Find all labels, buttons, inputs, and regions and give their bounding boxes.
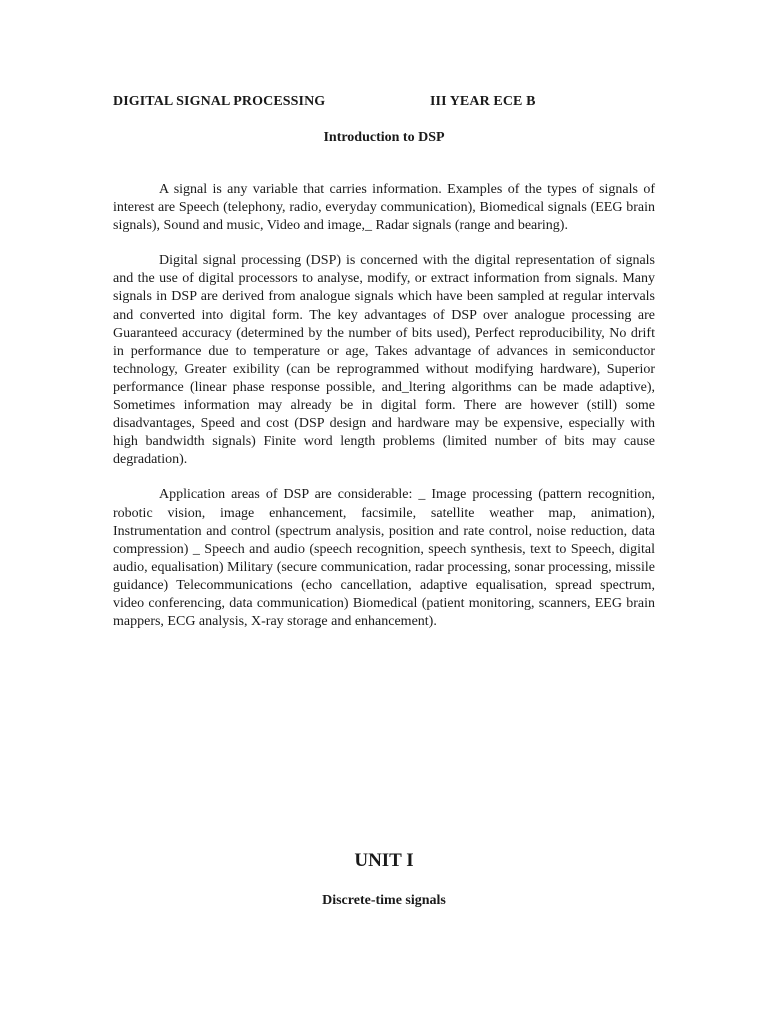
class-label: III YEAR ECE B <box>430 94 536 109</box>
section-title: Introduction to DSP <box>323 130 445 145</box>
paragraph-dsp-definition: Digital signal processing (DSP) is concerned with the digital representation of signals and the use of digital processors to analyse, modify, or extract information from signals. Many signals in DSP are derived from analogue signals which have been sampled at regular intervals and converted into digital form. The key advantages of DSP over analogue processing are Guaranteed accuracy (determined by the number of bits used), Perfect reproducibility, No drift in performance due to temperature or age, Takes advantage of advances in semiconductor technology, Greater exibility (can be reprogrammed without modifying hardware), Superior performance (linear phase response possible, and_ltering algorithms can be made adaptive), Sometimes information may already be in digital form. There are however (still) some disadvantages, Speed and cost (DSP design and hardware may be expensive, especially with high bandwidth signals) Finite word length problems (limited number of bits may cause degradation). <box>113 253 655 468</box>
paragraph-signals: A signal is any variable that carries information. Examples of the types of signals of interest are Speech (telephony, radio, everyday communication), Biomedical signals (EEG brain signals), Sound and music, Video and image,_ Radar signals (range and bearing). <box>113 182 655 234</box>
body-text <box>113 181 655 648</box>
unit-subtitle: Discrete-time signals <box>322 893 446 908</box>
course-title: DIGITAL SIGNAL PROCESSING <box>113 94 326 109</box>
paragraph-applications: Application areas of DSP are considerable: _ Image processing (pattern recognition, robotic vision, image enhancement, facsimile, satellite weather map, animation), Instrumentation and control (spectrum analysis, position and rate control, noise reduction, data compression) _ Speech and audio (speech recognition, speech synthesis, text to Speech, digital audio, equalisation) Military (secure communication, radar processing, sonar processing, missile guidance) Telecommunications (echo cancellation, adaptive equalisation, spread spectrum, video conferencing, data communication) Biomedical (patient monitoring, scanners, EEG brain mappers, ECG analysis, X-ray storage and enhancement). <box>113 487 655 630</box>
unit-title: UNIT I <box>354 850 414 871</box>
